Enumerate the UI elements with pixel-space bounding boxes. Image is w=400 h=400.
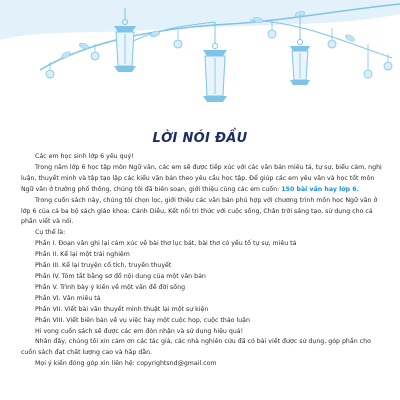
list-item: Phần III. Kể lại truyện cổ tích, truyền thuyết [35, 262, 172, 270]
list-item: Phần VI. Văn miêu tả [35, 294, 101, 302]
intro-paragraph [21, 163, 383, 196]
book-title-link: 150 bài văn hay lớp 6. [281, 185, 359, 193]
list-intro: Cụ thể là: [35, 229, 66, 237]
thanks-paragraph: Nhân đây, chúng tôi xin cảm ơn các tác giả, các nhà nghiên cứu đã có bài viết được sử dụng, góp phần cho cuốn sách đạt chất lượng cao và hấp dẫn. [21, 338, 371, 357]
list-item: Phần II. Kể lại một trải nghiệm [35, 251, 130, 259]
contact-line: Mọi ý kiến đóng góp xin liên hệ: copyrightsnd@gmail.com [35, 360, 217, 368]
lantern-icon [203, 22, 227, 102]
hope-paragraph: Hi vọng cuốn sách sẽ được các em đón nhận và sử dụng hiệu quả! [35, 327, 244, 335]
list-item: Phần I. Đoạn văn ghi lại cảm xúc về bài thơ lục bát, bài thơ có yếu tố tự sự, miêu tả [35, 240, 297, 248]
greeting: Các em học sinh lớp 6 yêu quý! [35, 153, 134, 160]
intro-text: Trong năm lớp 6 học tập môn Ngữ văn, các em sẽ được tiếp xúc với các văn bản miêu tả, tự sự, biểu cảm, nghị luận, thuyết minh và tập tạo lập các kiểu văn bản theo yêu cầu học tập. Để giúp các em yêu văn và học tốt môn Ngữ văn ở trường phổ thông, chúng tôi đã biên soạn, giới thiệu cùng các em cuốn: [21, 163, 382, 193]
list-item: Phần VIII. Viết biên bản về vụ việc hay một cuộc họp, cuộc thảo luận [35, 316, 250, 324]
list-item: Phần IV. Tóm tắt bằng sơ đồ nội dung của một văn bản [35, 272, 206, 280]
lantern-icon [290, 14, 310, 85]
content-paragraph: Trong cuốn sách này, chúng tôi chọn lọc, giới thiệu các văn bản phù hợp với chương trình môn học Ngữ văn ở lớp 6 của cả ba bộ sách giáo khoa: Cánh Diều, Kết nối tri thức với cuộc sống, Chân trời sáng tạo, sử dụng cho cả phần viết và nói. [21, 196, 378, 226]
list-item: Phần VII. Viết bài văn thuyết minh thuật lại một sự kiện [35, 305, 209, 313]
header-decoration [0, 0, 400, 120]
list-item: Phần V. Trình bày ý kiến về một vấn đề đời sống [35, 283, 186, 291]
page-title: LỜI NÓI ĐẦU [152, 131, 248, 146]
preface-body [21, 152, 383, 370]
